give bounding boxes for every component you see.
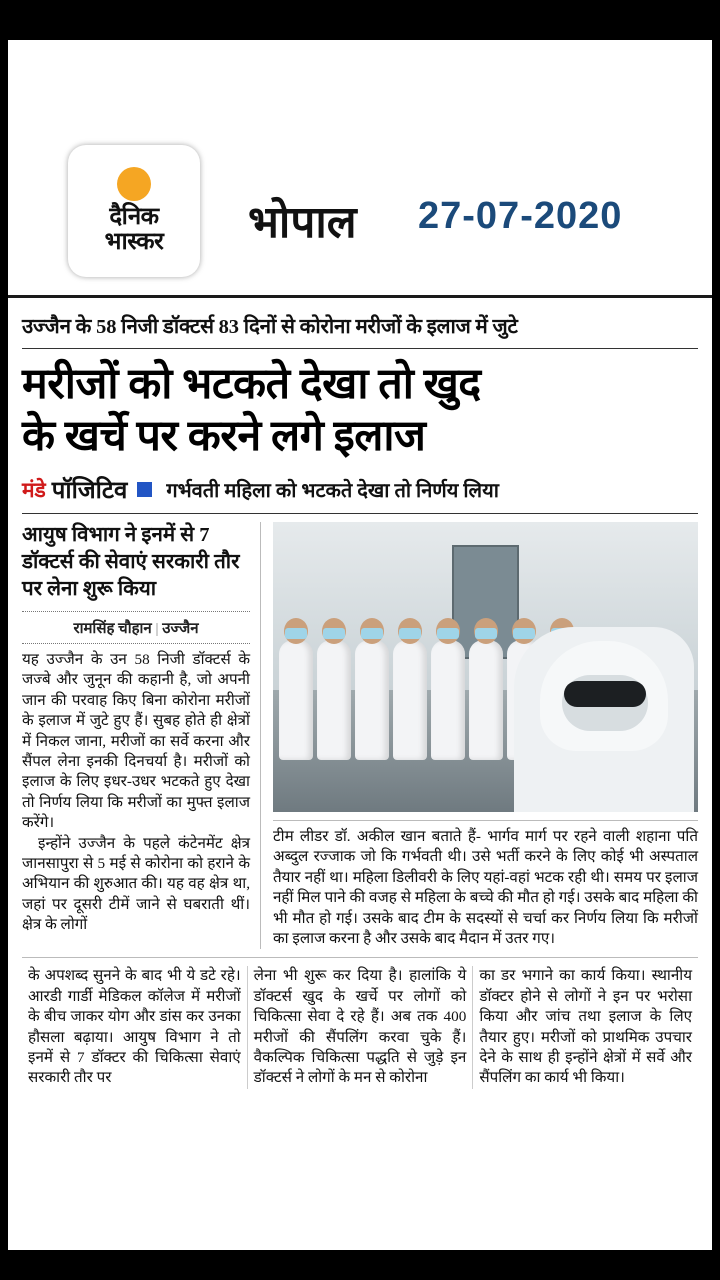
photo-caption-area [273,820,698,949]
strap-label-red: मंडे [22,477,46,502]
bottom-column-1: के अपशब्द सुनने के बाद भी ये डटे रहे। आरडी गार्डी मेडिकल कॉलेज में मरीजों के बीच जाकर योग और डांस कर उनका हौसला बढ़ाया। आयुष विभाग ने तो इनमें से 7 डॉक्टर की चिकित्सा सेवाएं सरकारी तौर पर [28,967,241,1087]
article-kicker: उज्जैन के 58 निजी डॉक्टर्स 83 दिनों से कोरोना मरीजों के इलाज में जुटे [22,312,698,349]
newspaper-page [8,40,712,1250]
headline-line-1: मरीजों को भटकते देखा तो खुद [22,361,481,408]
strap-subtitle: गर्भवती महिला को भटकते देखा तो निर्णय लिया [166,480,499,502]
left-paragraph-1: यह उज्जैन के उन 58 निजी डॉक्टर्स के जज्बे और जुनून की कहानी है, जो अपनी जान की परवाह किए बिना कोरोना मरीजों के इलाज में जुटे हुए हैं। सुबह होते ही क्षेत्रों में निकल जाना, मरीजों का सर्वे करना और सैंपल लेना इनकी दिनचर्या है। मरीजों को इलाज के लिए इधर-उधर भटकते हुए देखा तो निर्णय लिया कि मरीजों का मुफ्त इलाज करेंगे। [22,651,250,832]
article-photo [273,522,698,812]
edition-city: भोपाल [248,198,357,247]
logo-text [105,205,164,255]
left-paragraph-2: इन्होंने उज्जैन के पहले कंटेनमेंट क्षेत्र जानसापुरा से 5 मई से कोरोना को हराने के अभियान की शुरुआत की। यह वह क्षेत्र था, जहां पर दूसरी टीमें जाने से घबराती थीं। क्षेत्र के लोगों [22,834,250,934]
edition-date: 27-07-2020 [418,195,623,237]
photo-person [469,640,503,760]
logo-line-2: भास्कर [104,229,164,255]
byline [22,612,250,644]
bottom-columns [22,957,698,1088]
photo-person [279,640,313,760]
photo-person [317,640,351,760]
body-area [22,522,698,949]
bottom-column-3: का डर भगाने का कार्य किया। स्थानीय डॉक्टर होने से लोगों ने इन पर भरोसा किया और जांच तथा इलाज के लिए तैयार हुए। मरीजों को प्राथमिक उपचार देने के साथ ही इन्होंने क्षेत्रों में सर्वे और सैंपलिंग का कार्य भी किया। [472,966,698,1088]
headline-line-2: के खर्चे पर करने लगे इलाज [22,413,426,460]
photo-person [393,640,427,760]
dainik-bhaskar-logo [68,145,200,277]
sun-dot-icon [117,167,151,201]
byline-author: रामसिंह चौहान [73,621,152,637]
logo-line-1: दैनिक [109,204,159,230]
left-column-text [22,650,250,936]
byline-separator: | [155,621,163,637]
photo-person [431,640,465,760]
article-content [8,312,712,1089]
blue-square-marker-icon [137,482,152,497]
bottom-column-2: लेना भी शुरू कर दिया है। हालांकि ये डॉक्टर्स खुद के खर्चे पर लोगों को चिकित्सा सेवा दे रहे हैं। अब तक 400 मरीजों की सैंपलिंग करवा चुके हैं। वैकल्पिक चिकित्सा पद्धति से जुड़े इन डॉक्टर्स ने लोगों के मन से कोरोना [247,966,473,1088]
photo-person [355,640,389,760]
article-headline [22,359,698,463]
right-column [261,522,698,949]
caption-column-1: टीम लीडर डॉ. अकील खान बताते हैं- भार्गव मार्ग पर रहने वाली शहाना पति अब्दुल रज्जाक जो कि गर्भवती थी। उसे भर्ती करने के लिए कोई भी अस्पताल तैयार नहीं था। महिला डिलीवरी के लिए यहां-वहां भटक रही थी। समय पर इलाज नहीं मिल पाने की वजह से महिला के बच्चे की मौत हो गई। उसके बाद महिला की भी मौत हो गई। उसके बाद टीम के सदस्यों से चर्चा कर निर्णय लिया कि मरीजों का इलाज करना है और उसके बाद मैदान में उतर गए। [273,828,698,948]
left-column [22,522,261,949]
photo-foreground-medic [514,627,694,812]
byline-place: उज्जैन [162,621,199,637]
masthead [8,40,712,298]
strap-label-black: पॉजिटिव [51,478,128,504]
article-subhead: आयुष विभाग ने इनमें से 7 डॉक्टर्स की सेवाएं सरकारी तौर पर लेना शुरू किया [22,522,250,612]
strap-line [22,473,698,514]
